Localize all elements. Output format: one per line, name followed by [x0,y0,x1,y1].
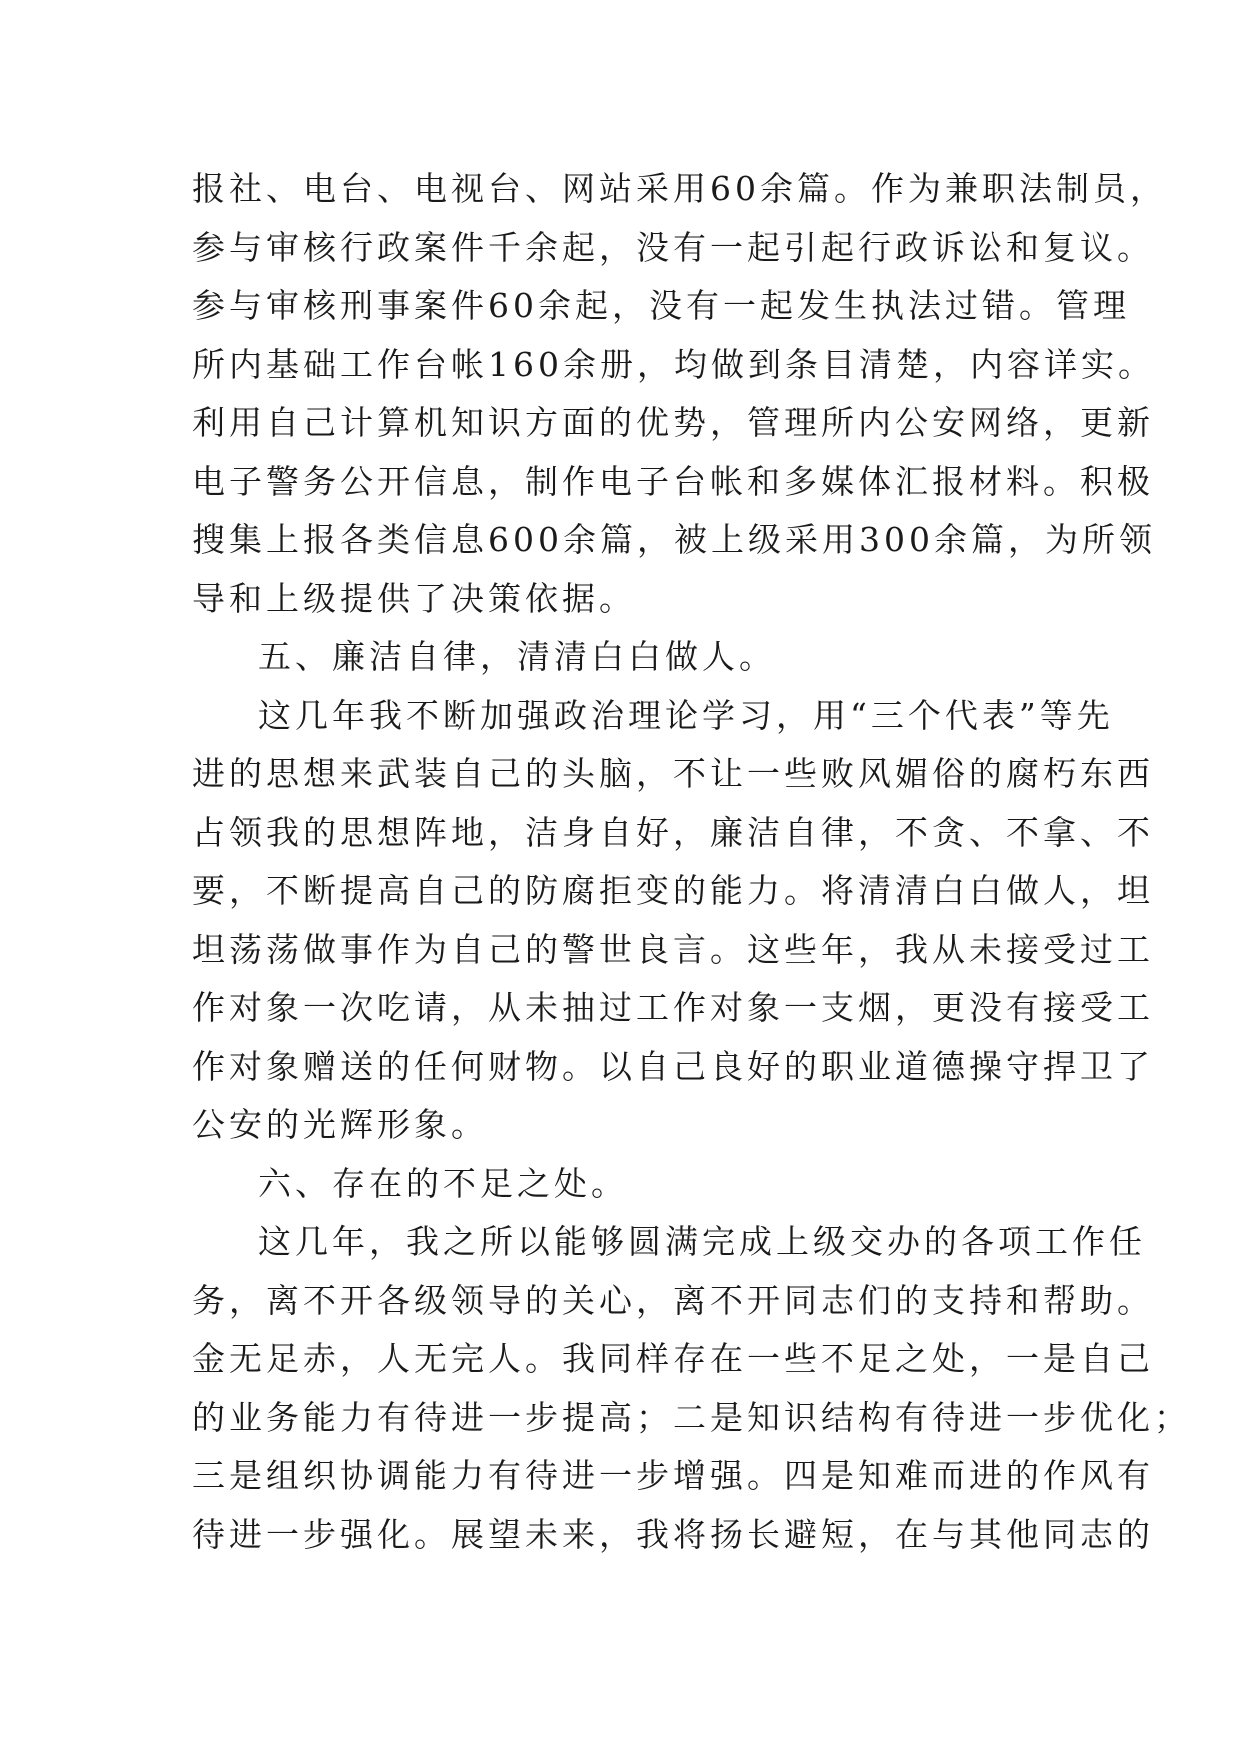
text-line: 占领我的思想阵地，洁身自好，廉洁自律，不贪、不拿、不 [192,812,1154,852]
document-body [192,160,1191,1564]
text-line: 坦荡荡做事作为自己的警世良言。这些年，我从未接受过工 [192,929,1154,969]
text-line: 电子警务公开信息，制作电子台帐和多媒体汇报材料。积极 [192,461,1154,501]
text-line: 导和上级提供了决策依据。 [192,578,636,618]
text-line: 务，离不开各级领导的关心，离不开同志们的支持和帮助。 [192,1280,1154,1320]
section-heading: 六、存在的不足之处。 [258,1163,628,1203]
text-line: 利用自己计算机知识方面的优势，管理所内公安网络，更新 [192,403,1154,442]
section-heading: 五、廉洁自律，清清白白做人。 [258,637,776,676]
text-line: 所内基础工作台帐160余册，均做到条目清楚，内容详实。 [192,344,1155,384]
text-line: 要，不断提高自己的防腐拒变的能力。将清清白白做人，坦 [192,871,1154,910]
text-line: 搜集上报各类信息600余篇，被上级采用300余篇，为所领 [192,520,1156,559]
text-line: 公安的光辉形象。 [192,1105,488,1144]
text-line: 进的思想来武装自己的头脑，不让一些败风媚俗的腐朽东西 [192,754,1154,793]
text-line: 的业务能力有待进一步提高；二是知识结构有待进一步优化； [192,1397,1191,1437]
paragraph-first-line: 这几年我不断加强政治理论学习，用“三个代表”等先 [258,695,1114,735]
text-line: 作对象一次吃请，从未抽过工作对象一支烟，更没有接受工 [192,988,1154,1027]
text-line: 报社、电台、电视台、网站采用60余篇。作为兼职法制员， [192,169,1167,208]
text-line: 待进一步强化。展望未来，我将扬长避短，在与其他同志的 [192,1514,1154,1554]
text-line: 作对象赠送的任何财物。以自己良好的职业道德操守捍卫了 [192,1046,1154,1086]
text-line: 参与审核行政案件千余起，没有一起引起行政诉讼和复议。 [192,227,1154,267]
text-line: 参与审核刑事案件60余起，没有一起发生执法过错。管理 [192,286,1130,325]
text-line: 三是组织协调能力有待进一步增强。四是知难而进的作风有 [192,1456,1154,1495]
paragraph-first-line: 这几年，我之所以能够圆满完成上级交办的各项工作任 [258,1222,1146,1261]
text-line: 金无足赤，人无完人。我同样存在一些不足之处，一是自己 [192,1339,1154,1378]
